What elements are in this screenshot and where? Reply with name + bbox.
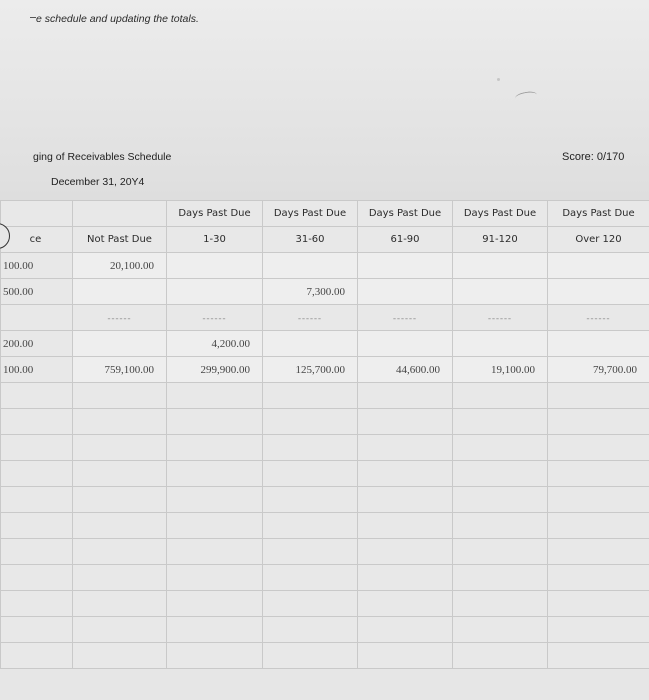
- amount-input[interactable]: [548, 331, 649, 357]
- empty-row: [1, 409, 649, 435]
- dash-separator: ------: [453, 305, 548, 331]
- empty-row: [1, 435, 649, 461]
- header-cell: 91-120: [453, 227, 548, 253]
- totals-row: [1, 357, 649, 383]
- total-input[interactable]: 19,100.00: [453, 357, 548, 383]
- amount-input[interactable]: [548, 279, 649, 305]
- amount-input[interactable]: 7,300.00: [263, 279, 358, 305]
- amount-input[interactable]: [358, 279, 453, 305]
- header-cell: Not Past Due: [73, 227, 167, 253]
- table-row: [1, 331, 649, 357]
- dash-separator: ------: [358, 305, 453, 331]
- empty-row: [1, 383, 649, 409]
- balance-cell: 200.00: [1, 331, 73, 357]
- table-row: [1, 279, 649, 305]
- header-cell: Days Past Due: [453, 201, 548, 227]
- header-cell: 61-90: [358, 227, 453, 253]
- aging-schedule-table: [0, 200, 649, 700]
- amount-input[interactable]: [453, 253, 548, 279]
- balance-total-cell: 100.00: [1, 357, 73, 383]
- empty-row: [1, 617, 649, 643]
- score-display: Score: 0/170: [562, 151, 625, 163]
- amount-input[interactable]: [73, 279, 167, 305]
- amount-input[interactable]: [167, 253, 263, 279]
- amount-input[interactable]: [358, 253, 453, 279]
- header-row-2: [1, 227, 649, 253]
- total-input[interactable]: 125,700.00: [263, 357, 358, 383]
- balance-cell: 100.00: [1, 253, 73, 279]
- empty-row: [1, 461, 649, 487]
- dash-separator: ------: [263, 305, 358, 331]
- total-input[interactable]: 759,100.00: [73, 357, 167, 383]
- amount-input[interactable]: [453, 331, 548, 357]
- dash-separator: ------: [548, 305, 649, 331]
- header-cell: Days Past Due: [548, 201, 649, 227]
- header-cell: 1-30: [167, 227, 263, 253]
- header-cell: Days Past Due: [263, 201, 358, 227]
- empty-row: [1, 487, 649, 513]
- total-input[interactable]: 299,900.00: [167, 357, 263, 383]
- total-input[interactable]: 79,700.00: [548, 357, 649, 383]
- dash-separator: ------: [73, 305, 167, 331]
- header-cell: Days Past Due: [358, 201, 453, 227]
- dash-separator: ------: [167, 305, 263, 331]
- empty-row: [1, 565, 649, 591]
- balance-cell: 500.00: [1, 279, 73, 305]
- header-cell: Days Past Due: [167, 201, 263, 227]
- table-row-separator: [1, 305, 649, 331]
- page-background: [0, 0, 649, 200]
- amount-input[interactable]: [453, 279, 548, 305]
- header-row-1: [1, 201, 649, 227]
- amount-input[interactable]: [167, 279, 263, 305]
- amount-input[interactable]: [548, 253, 649, 279]
- amount-input[interactable]: 20,100.00: [73, 253, 167, 279]
- empty-row: [1, 643, 649, 669]
- amount-input[interactable]: [73, 331, 167, 357]
- empty-row: [1, 591, 649, 617]
- header-cell: [1, 201, 73, 227]
- table-row: [1, 253, 649, 279]
- schedule-date: December 31, 20Y4: [51, 176, 145, 188]
- empty-row: [1, 513, 649, 539]
- balance-cell: [1, 305, 73, 331]
- total-input[interactable]: 44,600.00: [358, 357, 453, 383]
- header-cell: 31-60: [263, 227, 358, 253]
- amount-input[interactable]: [263, 253, 358, 279]
- amount-input[interactable]: 4,200.00: [167, 331, 263, 357]
- schedule-title: ging of Receivables Schedule: [33, 151, 172, 163]
- empty-row: [1, 539, 649, 565]
- amount-input[interactable]: [263, 331, 358, 357]
- header-cell: Over 120: [548, 227, 649, 253]
- header-cell: ce: [1, 227, 73, 253]
- header-cell: [73, 201, 167, 227]
- stray-dot: [497, 78, 500, 81]
- amount-input[interactable]: [358, 331, 453, 357]
- instruction-text: e schedule and updating the totals.: [36, 13, 199, 25]
